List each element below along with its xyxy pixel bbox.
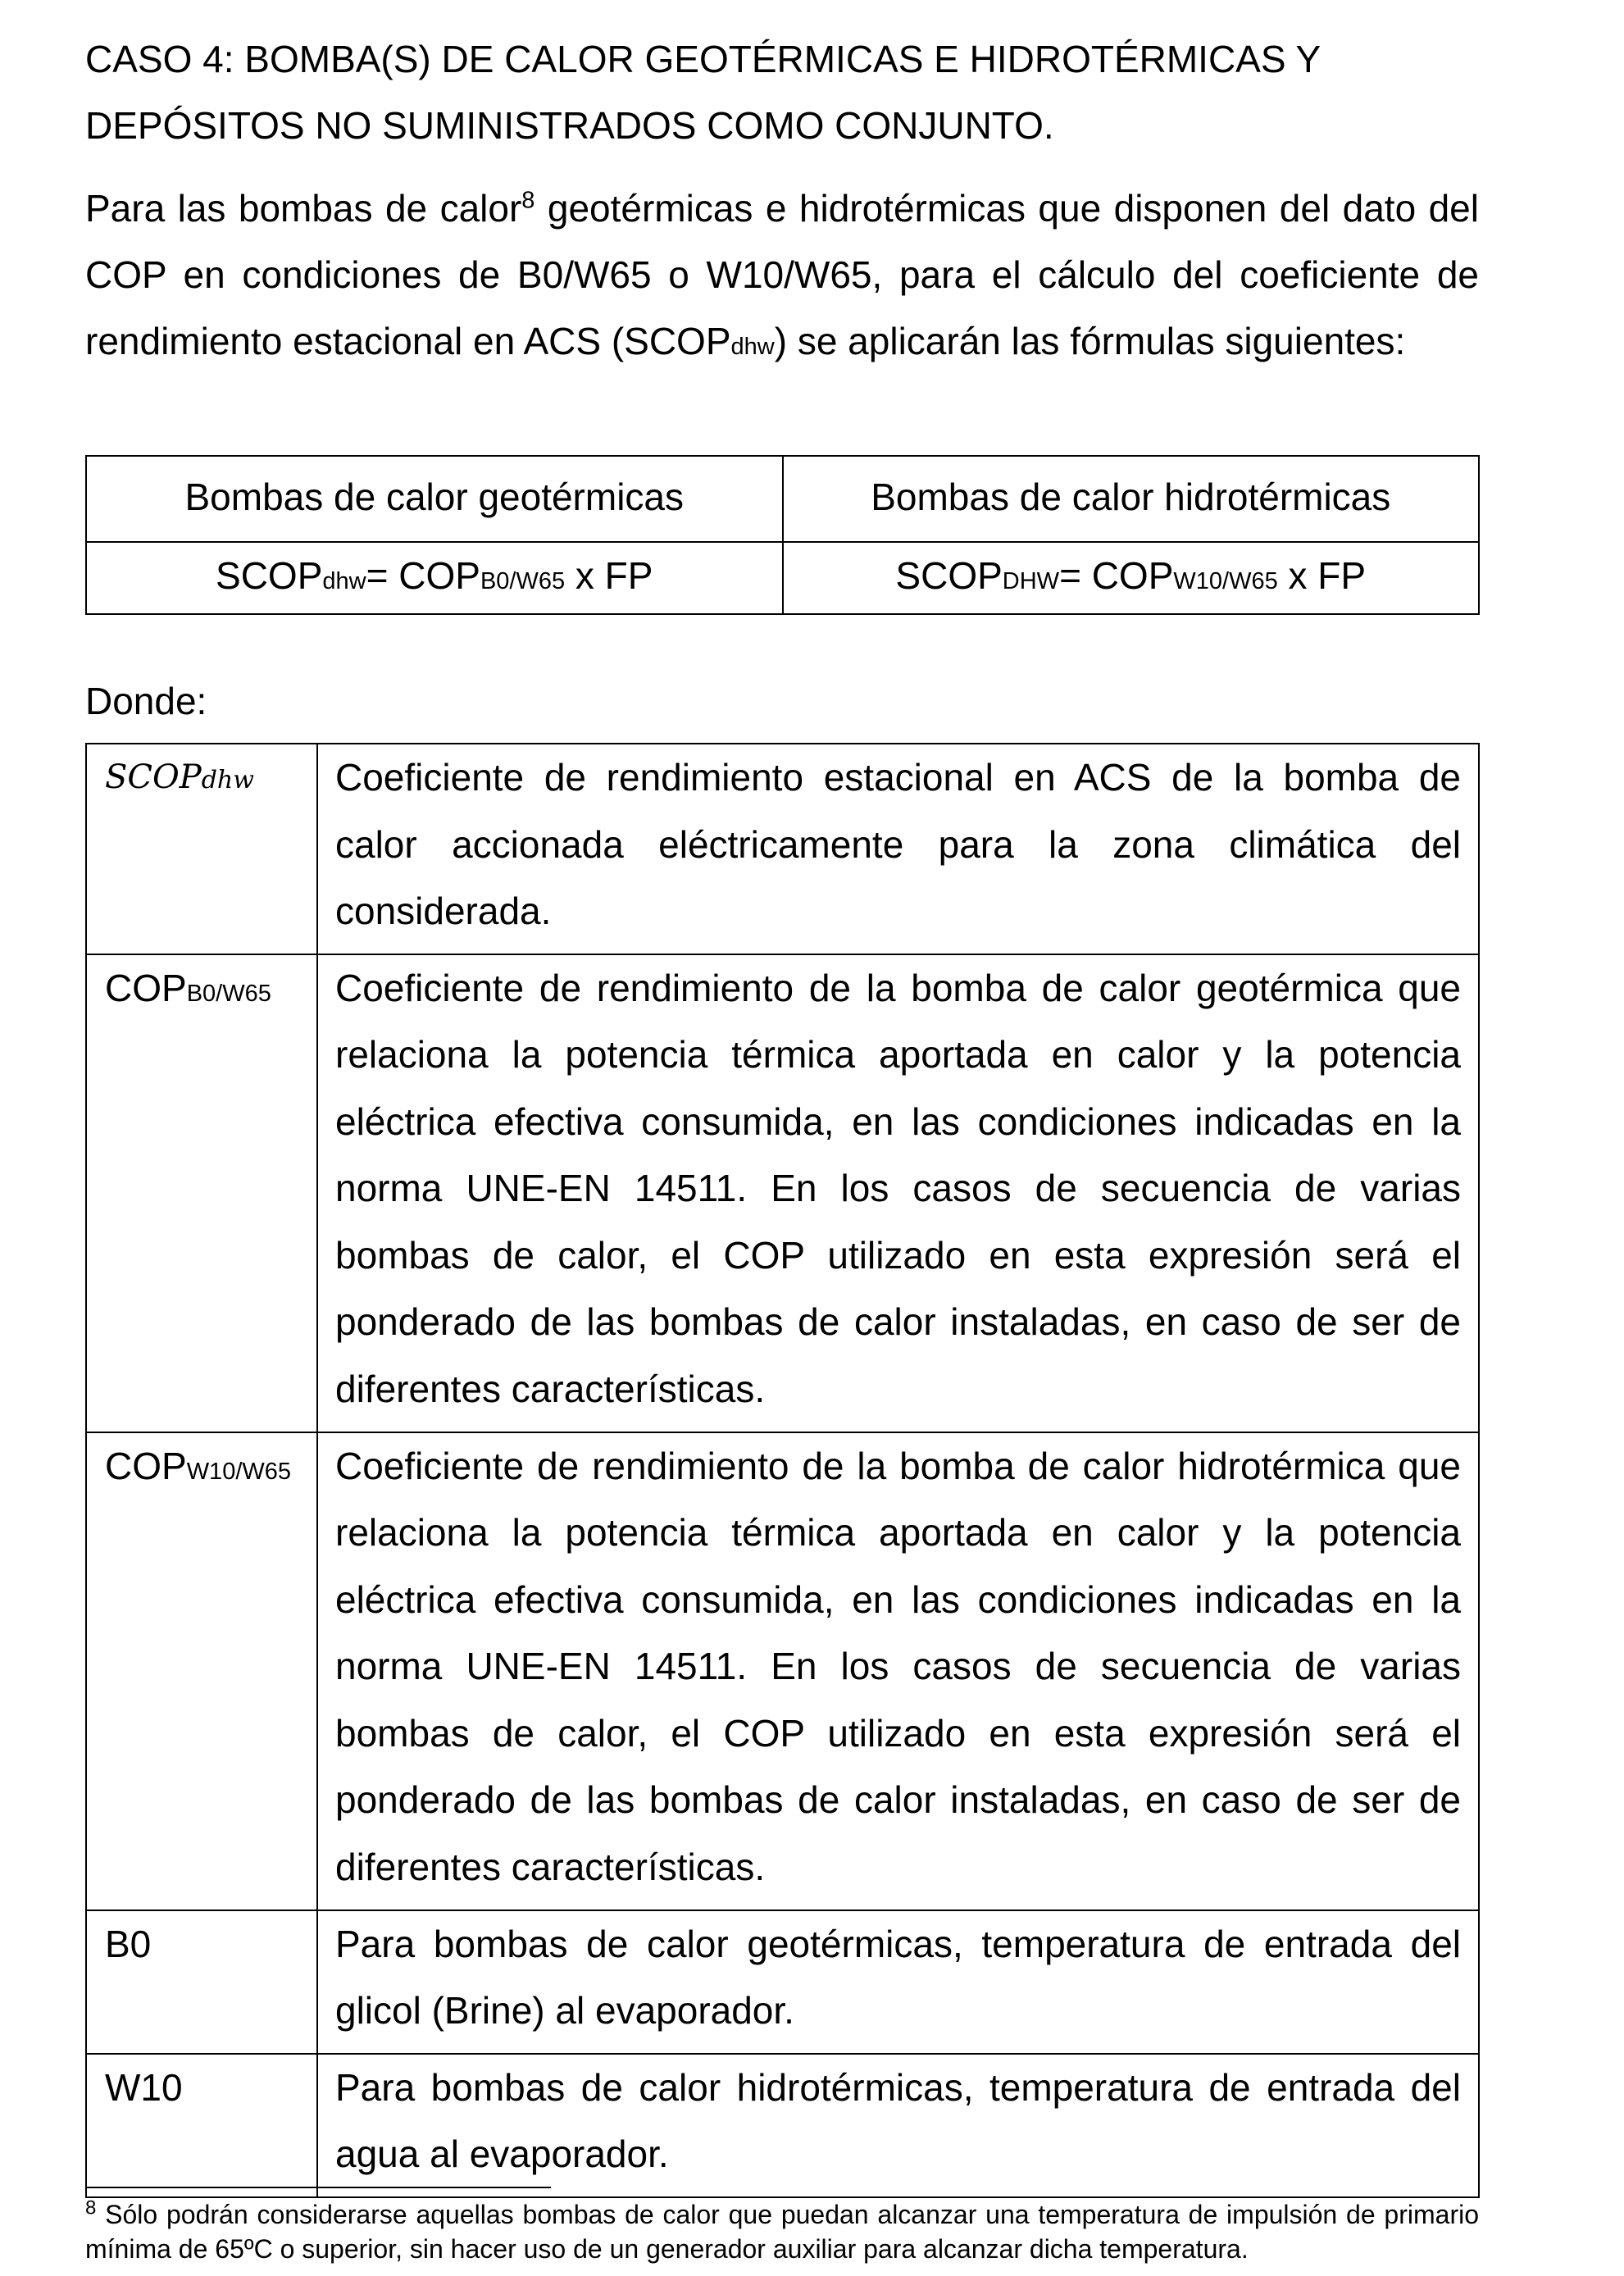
donde-label: Donde: — [85, 680, 207, 722]
footnote — [85, 2197, 1479, 2266]
formulas-row — [86, 542, 1479, 614]
intro-text-start: Para las bombas de calor — [85, 187, 522, 230]
hydrothermal-header: Bombas de calor hidrotérmicas — [783, 456, 1480, 542]
term-subscript: dhw — [201, 766, 254, 794]
formula-subscript: DHW — [1002, 568, 1060, 594]
definition-row — [86, 1432, 1479, 1910]
formulas-header-row — [86, 456, 1479, 542]
definition-term — [86, 744, 317, 954]
formula-subscript: dhw — [322, 568, 366, 594]
definition-text: Coeficiente de rendimiento de la bomba de calor geotérmica que relaciona la potencia térmica aportada en calor y la potencia eléctrica efectiva consumida, en las condiciones indicadas en la norma UNE-EN 14511. En los casos de secuencia de varias bombas de calor, el COP utilizado en esta expresión será el ponderado de las bombas de calor instaladas, en caso de ser de diferentes características. — [317, 954, 1479, 1432]
formula-term: = COP — [366, 554, 480, 597]
case-heading — [85, 26, 1479, 159]
footnote-separator — [85, 2187, 551, 2188]
footnote-marker: 8 — [85, 2196, 97, 2219]
geothermal-formula — [86, 542, 783, 614]
footnote-text: Sólo podrán considerarse aquellas bombas de calor que puedan alcanzar una temperatura de impulsión de primario mínima de 65ºC o superior, sin hacer uso de un generador auxiliar para alcanzar dicha temperatura. — [85, 2200, 1479, 2264]
case-heading-line-2: DEPÓSITOS NO SUMINISTRADOS COMO CONJUNTO. — [85, 104, 1054, 147]
definition-text: Coeficiente de rendimiento de la bomba de calor hidrotérmica que relaciona la potencia térmica aportada en calor y la potencia eléctrica efectiva consumida, en las condiciones indicadas en la norma UNE-EN 14511. En los casos de secuencia de varias bombas de calor, el COP utilizado en esta expresión será el ponderado de las bombas de calor instaladas, en caso de ser de diferentes características. — [317, 1432, 1479, 1910]
intro-paragraph — [85, 175, 1479, 380]
definition-term — [86, 2054, 317, 2197]
intro-text-end: ) se aplicarán las fórmulas siguientes: — [774, 320, 1406, 362]
formulas-table — [85, 455, 1480, 615]
case-heading-line-1: CASO 4: BOMBA(S) DE CALOR GEOTÉRMICAS E HIDROTÉRMICAS Y — [85, 38, 1321, 80]
formula-term: SCOP — [895, 554, 1003, 597]
definition-row — [86, 954, 1479, 1432]
definitions-table — [85, 743, 1480, 2198]
formula-term: x FP — [565, 554, 653, 597]
term-text: COP — [105, 1444, 187, 1487]
term-text: B0 — [105, 1922, 152, 1965]
term-text: COP — [105, 966, 187, 1009]
term-text: SCOP — [105, 758, 202, 796]
term-text: W10 — [105, 2065, 183, 2109]
definition-text: Para bombas de calor hidrotérmicas, temperatura de entrada del agua al evaporador. — [317, 2054, 1479, 2197]
intro-subscript: dhw — [730, 334, 775, 360]
formula-term: SCOP — [216, 554, 323, 597]
footnote-reference[interactable]: 8 — [521, 187, 535, 214]
definition-term — [86, 954, 317, 1432]
term-subscript: W10/W65 — [186, 1458, 292, 1485]
hydrothermal-formula — [783, 542, 1480, 614]
formula-subscript: B0/W65 — [480, 568, 566, 594]
term-subscript: B0/W65 — [186, 980, 271, 1007]
formula-term: = COP — [1059, 554, 1174, 597]
definition-term — [86, 1432, 317, 1910]
formula-term: x FP — [1277, 554, 1367, 597]
definition-text: Coeficiente de rendimiento estacional en ACS de la bomba de calor accionada eléctricamente para la zona climática del considerada. — [317, 744, 1479, 954]
definition-row — [86, 744, 1479, 954]
definition-row — [86, 2054, 1479, 2197]
formula-subscript: W10/W65 — [1173, 568, 1278, 594]
definition-text: Para bombas de calor geotérmicas, temperatura de entrada del glicol (Brine) al evaporador. — [317, 1910, 1479, 2054]
geothermal-header: Bombas de calor geotérmicas — [86, 456, 783, 542]
intro-text-middle: geotérmicas e hidrotérmicas que disponen del dato del COP en condiciones de B0/W65 o W10/W65, para el cálculo del coeficiente de rendimiento estacional en ACS (SCOP — [85, 187, 1479, 362]
definition-term — [86, 1910, 317, 2054]
definition-row — [86, 1910, 1479, 2054]
